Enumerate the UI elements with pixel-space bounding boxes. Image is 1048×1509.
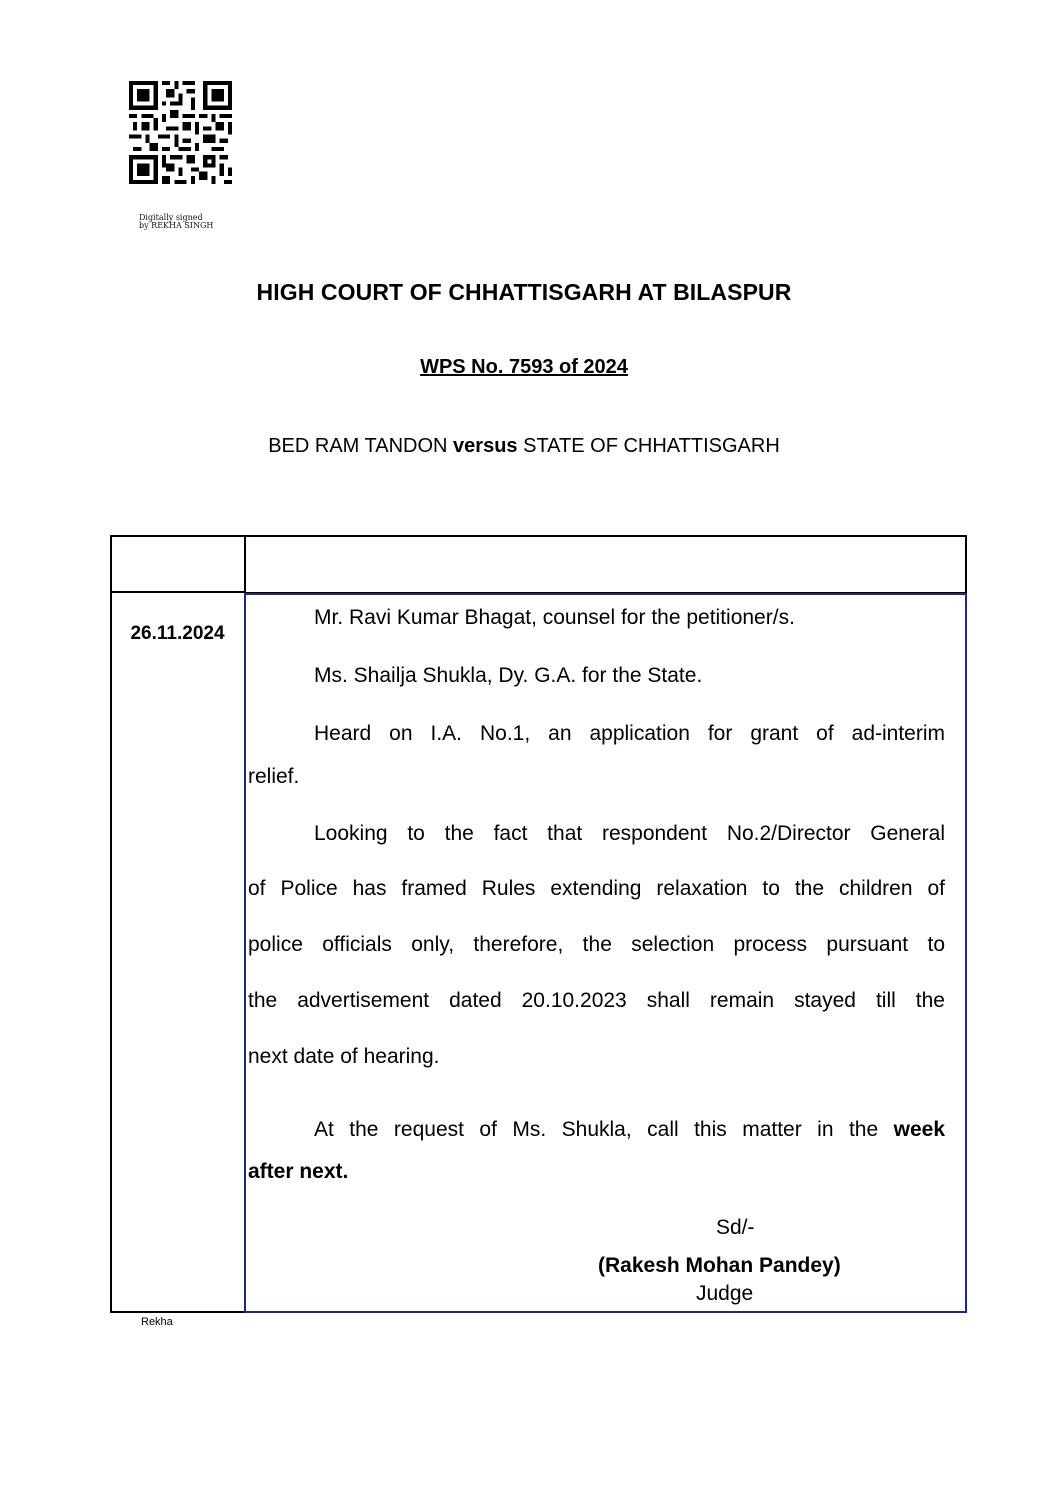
- counsel-state: Ms. Shailja Shukla, Dy. G.A. for the State.: [314, 664, 703, 687]
- petitioner-name: BED RAM TANDON: [268, 435, 448, 457]
- paragraph-3-line-1: [248, 1118, 945, 1142]
- typist-initials: Rekha: [141, 1316, 173, 1328]
- table-header-date-cell: [110, 535, 245, 593]
- paragraph-2-line-3: police officials only, therefore, the selection process pursuant to: [248, 933, 945, 956]
- order-date: 26.11.2024: [130, 623, 225, 644]
- judge-title: Judge: [696, 1282, 754, 1305]
- case-parties: [0, 435, 1048, 458]
- table-header-order-cell: [244, 535, 967, 594]
- judge-name: (Rakesh Mohan Pandey): [598, 1254, 841, 1277]
- paragraph-3-bold-week: week: [893, 1118, 945, 1141]
- paragraph-3-bold-after-next: after next.: [248, 1160, 349, 1183]
- paragraph-2-line-2: of Police has framed Rules extending relaxation to the children of: [248, 877, 945, 900]
- case-number: WPS No. 7593 of 2024: [420, 356, 628, 378]
- court-title: HIGH COURT OF CHHATTISGARH AT BILASPUR: [256, 279, 792, 305]
- counsel-petitioner: Mr. Ravi Kumar Bhagat, counsel for the petitioner/s.: [314, 606, 795, 629]
- signed-mark: Sd/-: [716, 1216, 755, 1239]
- respondent-name: STATE OF CHHATTISGARH: [523, 435, 780, 457]
- paragraph-2-line-1: Looking to the fact that respondent No.2/Director General: [314, 822, 945, 845]
- versus-label: versus: [453, 435, 518, 457]
- paragraph-2-line-4: the advertisement dated 20.10.2023 shall remain stayed till the: [248, 989, 945, 1012]
- digital-signature-stamp: [139, 214, 249, 230]
- paragraph-1-line-2: relief.: [248, 765, 300, 788]
- signature-line-1: Digitally signed: [139, 213, 203, 222]
- signature-line-2: by REKHA SINGH: [139, 221, 214, 230]
- qr-code-icon: [129, 81, 232, 184]
- paragraph-2-line-5: next date of hearing.: [248, 1045, 440, 1068]
- paragraph-3-text: At the request of Ms. Shukla, call this matter in the: [314, 1118, 879, 1141]
- paragraph-1-line-1: Heard on I.A. No.1, an application for grant of ad-interim: [314, 722, 945, 745]
- table-date-column: [110, 592, 245, 1313]
